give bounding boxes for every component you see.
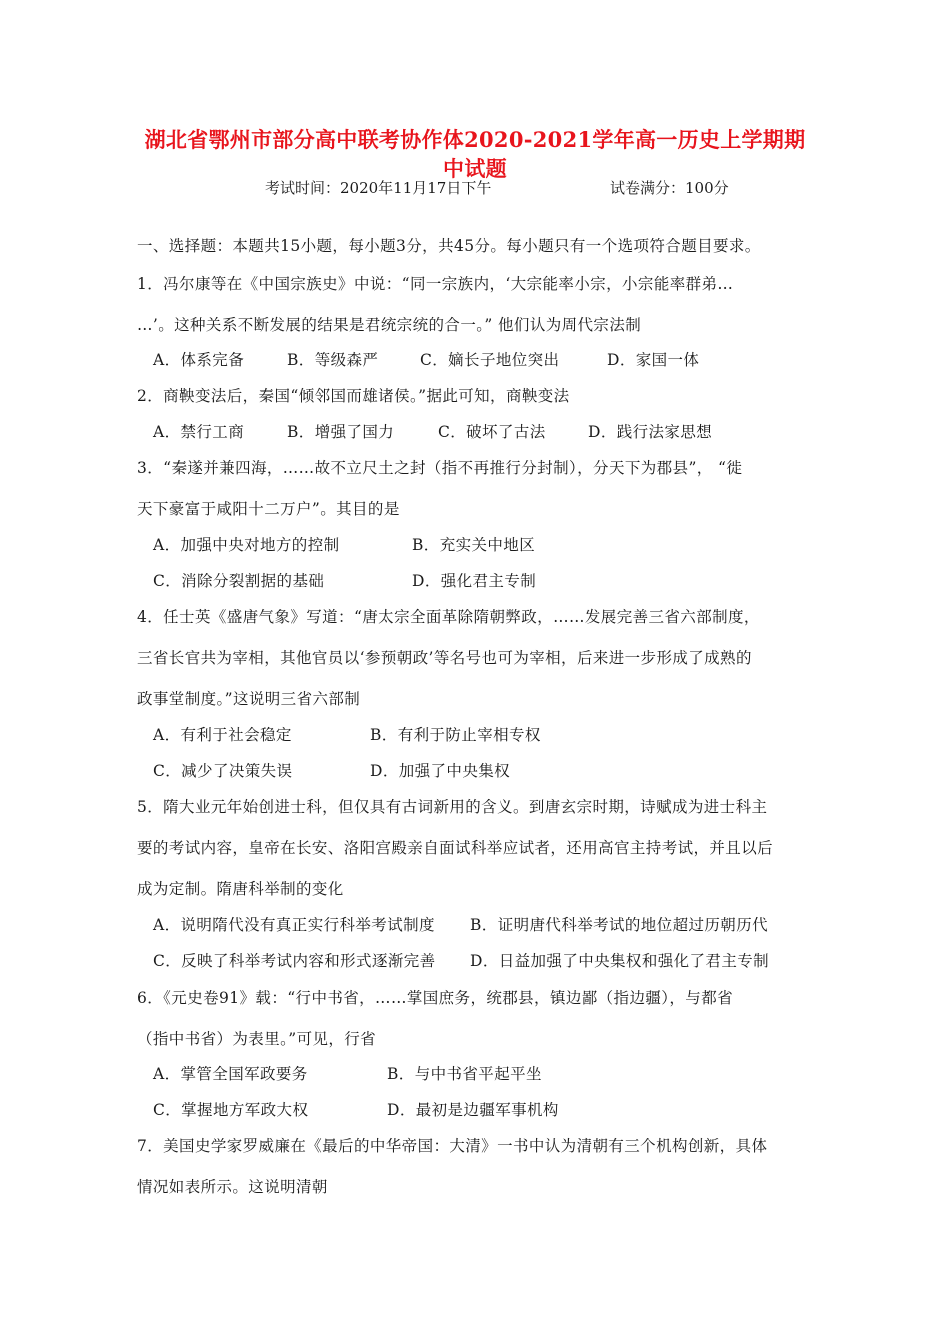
question-6-line-2: （指中书省）为表里。”可见，行省 [137,1030,377,1048]
question-1-option-b: B．等级森严 [287,351,379,369]
question-5-option-b: B．证明唐代科举考试的地位超过历朝历代 [470,916,768,934]
question-1-option-d: D．家国一体 [607,351,700,369]
exam-title-line-1: 湖北省鄂州市部分高中联考协作体2020-2021学年高一历史上学期期 [144,127,806,152]
question-2-option-d: D．践行法家思想 [588,423,713,441]
question-5-option-c: C．反映了科举考试内容和形式逐渐完善 [153,952,436,970]
question-4-line-2: 三省长官共为宰相，其他官员以‘参预朝政’等名号也可为宰相，后来进一步形成了成熟的 [137,649,752,667]
question-3-line-1: 3．“秦遂并兼四海，……故不立尺土之封（指不再推行分封制），分天下为郡县”， “徙 [137,459,743,477]
question-5-line-2: 要的考试内容，皇帝在长安、洛阳宫殿亲自面试科举应试者，还用高官主持考试，并且以后 [137,839,774,857]
question-6-option-d: D．最初是边疆军事机构 [387,1101,559,1119]
question-5-option-d: D．日益加强了中央集权和强化了君主专制 [470,952,770,970]
question-4-option-d: D．加强了中央集权 [370,762,511,780]
question-1-option-a: A．体系完备 [153,351,245,369]
question-4-option-c: C．减少了决策失误 [153,762,293,780]
question-2-option-c: C．破坏了古法 [438,423,546,441]
question-1-line-1: 1．冯尔康等在《中国宗族史》中说：“同一宗族内，‘大宗能率小宗，小宗能率群弟… [137,275,734,293]
question-7-line-2: 情况如表所示。这说明清朝 [137,1178,328,1196]
full-score: 试卷满分：100分 [610,179,729,197]
exam-time: 考试时间：2020年11月17日下午 [265,179,492,197]
question-6-line-1: 6．《元史卷91》载：“行中书省，……掌国庶务，统郡县，镇边鄙（指边疆），与都省 [137,989,734,1007]
question-4-line-3: 政事堂制度。”这说明三省六部制 [137,690,361,708]
question-5-line-3: 成为定制。隋唐科举制的变化 [137,880,344,898]
question-1-line-2: …’。这种关系不断发展的结果是君统宗统的合一。” 他们认为周代宗法制 [137,316,642,334]
question-3-option-a: A．加强中央对地方的控制 [153,536,340,554]
question-4-option-b: B．有利于防止宰相专权 [370,726,541,744]
question-4-line-1: 4．任士英《盛唐气象》写道：“唐太宗全面革除隋朝弊政，……发展完善三省六部制度， [137,608,760,626]
question-3-option-c: C．消除分裂割据的基础 [153,572,325,590]
question-2-line-1: 2．商鞅变法后，秦国“倾邻国而雄诸侯。”据此可知，商鞅变法 [137,387,570,405]
question-2-option-a: A．禁行工商 [153,423,245,441]
question-2-option-b: B．增强了国力 [287,423,395,441]
question-4-option-a: A．有利于社会稳定 [153,726,292,744]
exam-title-line-2: 中试题 [443,156,507,181]
question-6-option-a: A．掌管全国军政要务 [153,1065,308,1083]
section-heading: 一、选择题：本题共15小题，每小题3分，共45分。每小题只有一个选项符合题目要求。 [137,237,761,255]
question-7-line-1: 7．美国史学家罗威廉在《最后的中华帝国：大清》一书中认为清朝有三个机构创新，具体 [137,1137,768,1155]
question-6-option-b: B．与中书省平起平坐 [387,1065,542,1083]
question-1-option-c: C．嫡长子地位突出 [420,351,560,369]
question-3-line-2: 天下豪富于咸阳十二万户”。其目的是 [137,500,400,518]
question-5-option-a: A．说明隋代没有真正实行科举考试制度 [153,916,435,934]
question-3-option-b: B．充实关中地区 [412,536,536,554]
question-5-line-1: 5．隋大业元年始创进士科，但仅具有古词新用的含义。到唐玄宗时期，诗赋成为进士科主 [137,798,768,816]
question-3-option-d: D．强化君主专制 [412,572,537,590]
question-6-option-c: C．掌握地方军政大权 [153,1101,309,1119]
